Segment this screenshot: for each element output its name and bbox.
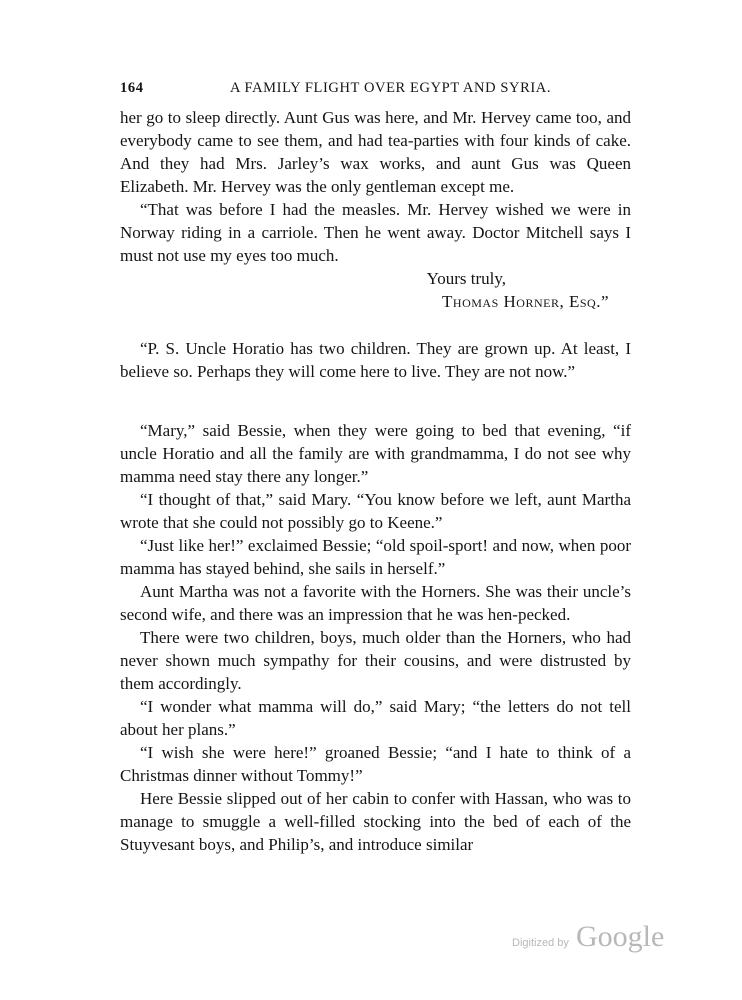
paragraph: Aunt Martha was not a favorite with the Horners. She was their uncle’s second wife, and there was an impression that he was hen-pecked. — [120, 582, 631, 624]
letter-signature: Thomas Horner, Esq.” — [442, 292, 609, 311]
postscript: “P. S. Uncle Horatio has two children. They are grown up. At least, I believe so. Perhaps they will come here to live. They are not now.” — [120, 339, 631, 381]
paragraph: “I wonder what mamma will do,” said Mary; “the letters do not tell about her plans.” — [120, 697, 631, 739]
paragraph: “That was before I had the measles. Mr. Hervey wished we were in Norway riding in a carriole. Then he went away. Doctor Mitchell says I must not use my eyes too much. — [120, 200, 631, 265]
paragraph: “Just like her!” exclaimed Bessie; “old spoil-sport! and now, when poor mamma has stayed behind, she sails in herself.” — [120, 536, 631, 578]
paragraph: “I wish she were here!” groaned Bessie; “and I hate to think of a Christmas dinner without Tommy!” — [120, 743, 631, 785]
running-head: A FAMILY FLIGHT OVER EGYPT AND SYRIA. — [230, 80, 552, 96]
watermark-prefix: Digitized by — [512, 937, 569, 949]
digitized-watermark — [512, 920, 672, 956]
paragraph: “Mary,” said Bessie, when they were going to bed that evening, “if uncle Horatio and all the family are with grandmamma, I do not see why mamma need stay there any longer.” — [120, 421, 631, 486]
paragraph: her go to sleep directly. Aunt Gus was here, and Mr. Hervey came too, and everybody came to see them, and had tea-parties with four kinds of cake. And they had Mrs. Jarley’s wax works, and aunt Gus was Queen Elizabeth. Mr. Hervey was the only gentleman except me. — [120, 108, 631, 196]
page-header — [120, 77, 630, 99]
google-logo: Google — [576, 920, 665, 953]
paragraph: “I thought of that,” said Mary. “You know before we left, aunt Martha wrote that she could not possibly go to Keene.” — [120, 490, 631, 532]
paragraph: Here Bessie slipped out of her cabin to confer with Hassan, who was to manage to smuggle a well-filled stocking into the bed of each of the Stuyvesant boys, and Philip’s, and introduce similar — [120, 789, 631, 854]
paragraph: There were two children, boys, much older than the Horners, who had never shown much sympathy for their cousins, and were distrusted by them accordingly. — [120, 628, 631, 693]
page-number: 164 — [120, 80, 144, 96]
letter-closing: Yours truly, — [426, 269, 506, 288]
body-text — [120, 106, 631, 856]
